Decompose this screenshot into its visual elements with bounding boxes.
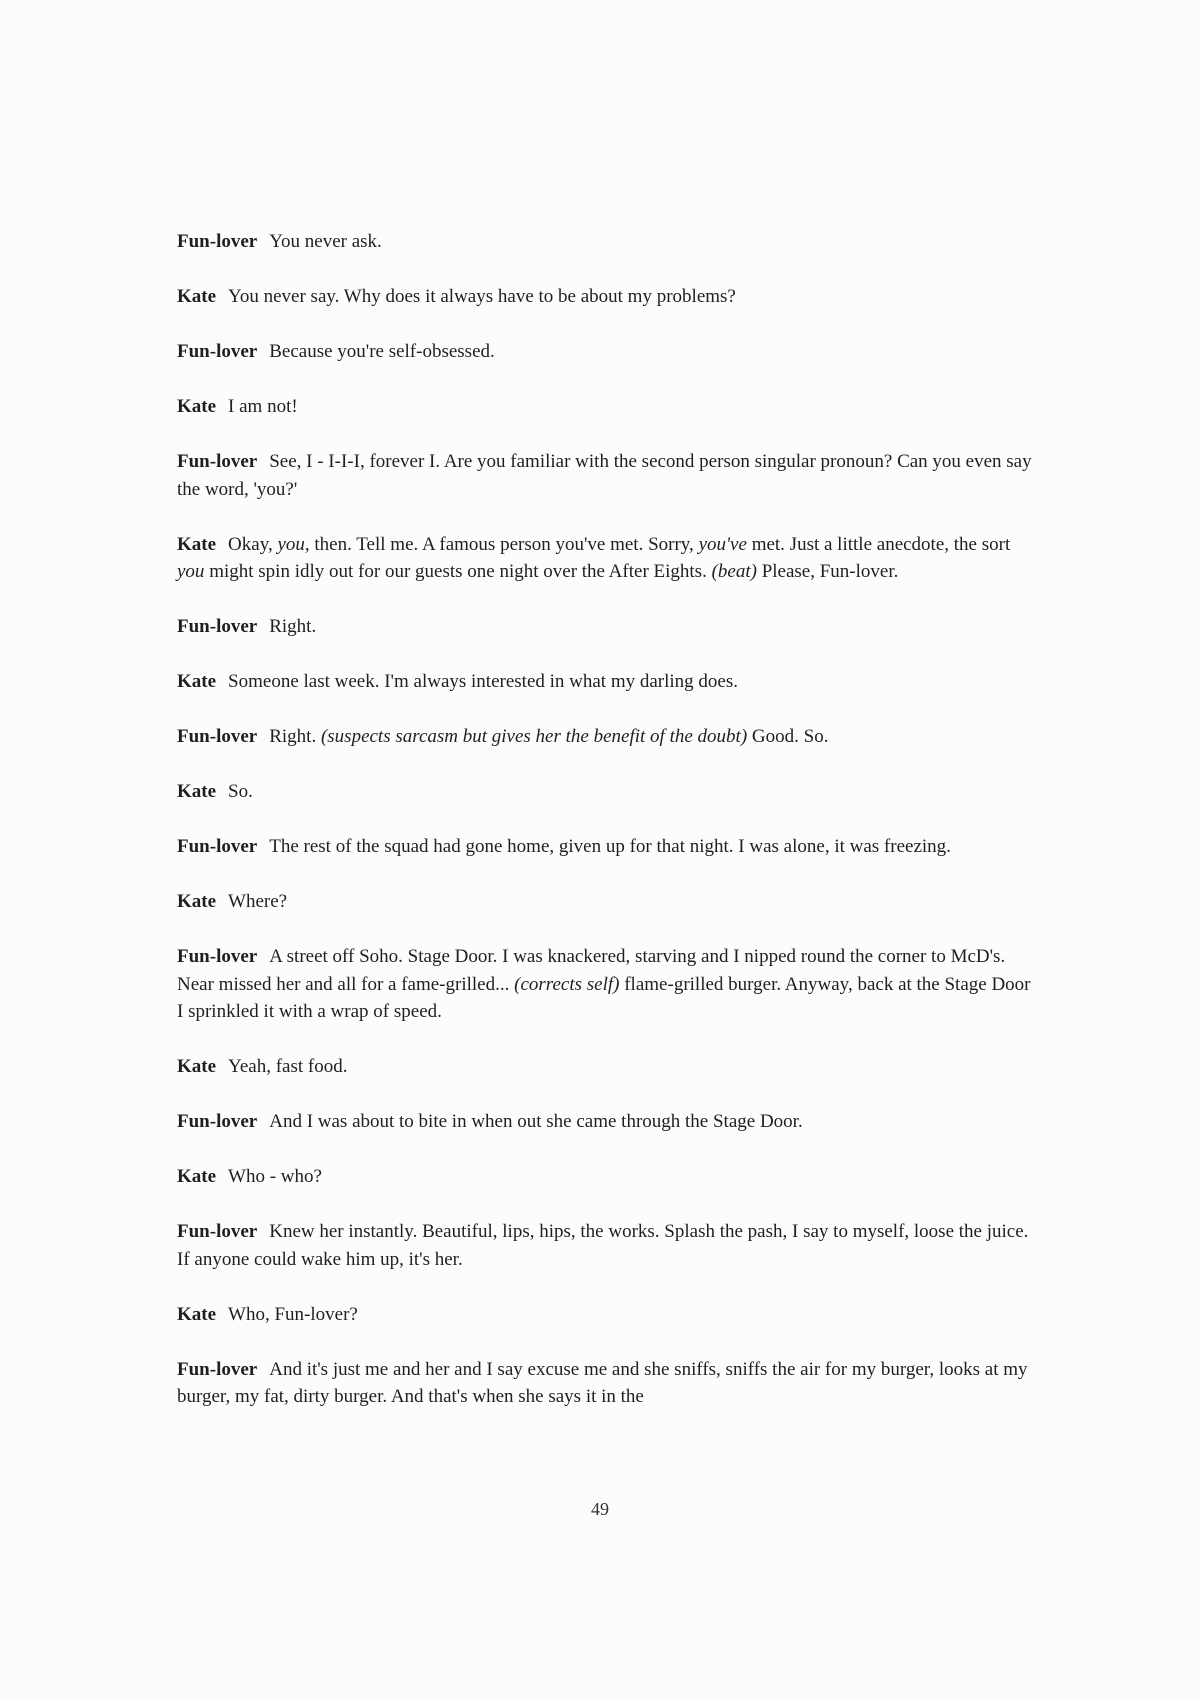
speaker-name: Kate (177, 286, 217, 307)
dialogue-text: I am not! (228, 396, 298, 417)
dialogue-line (177, 283, 1037, 311)
speaker-name: Fun-lover (177, 616, 258, 637)
dialogue-text: flame-grilled burger. Anyway, back at the Stage Door I sprinkled it with a wrap of speed. (177, 973, 1031, 1022)
stage-direction: (corrects self) (514, 973, 620, 995)
dialogue-text: A street off Soho. Stage Door. I was knackered, starving and I nipped round the corner to McD's. Near missed her and all for a fame-grilled... (177, 946, 1006, 995)
speaker-name: Fun-lover (177, 1111, 258, 1132)
speaker-name: Kate (177, 891, 217, 912)
speaker-name: Kate (177, 533, 217, 555)
dialogue-line (177, 943, 1037, 1026)
dialogue-text: met. Just a little anecdote, the sort (746, 533, 1011, 555)
dialogue-line (177, 723, 1037, 751)
dialogue-text: So. (228, 781, 253, 802)
speaker-name: Kate (177, 781, 217, 802)
dialogue-text: might spin idly out for our guests one night over the After Eights. (204, 561, 712, 582)
dialogue-text: See, I - I-I-I, forever I. Are you familiar with the second person singular pronoun? Can you even say the word, 'you?' (177, 451, 1032, 500)
dialogue-text: Yeah, fast food. (228, 1056, 348, 1077)
speaker-name: Fun-lover (177, 1358, 258, 1380)
speaker-name: Fun-lover (177, 726, 258, 747)
stage-direction: you (177, 561, 205, 582)
dialogue-text: Okay, (228, 533, 278, 555)
dialogue-line (177, 833, 1037, 861)
dialogue-line (177, 1218, 1037, 1273)
speaker-name: Fun-lover (177, 231, 258, 252)
dialogue-text: Right. (269, 616, 317, 637)
dialogue-line (177, 613, 1037, 641)
dialogue-text: , then. Tell me. A famous person you've met. Sorry, (304, 533, 699, 555)
speaker-name: Kate (177, 1056, 217, 1077)
dialogue-text: The rest of the squad had gone home, given up for that night. I was alone, it was freezing. (269, 836, 951, 857)
dialogue-text: Good. So. (747, 726, 829, 747)
dialogue-line (177, 393, 1037, 421)
speaker-name: Fun-lover (177, 1221, 258, 1242)
dialogue-line (177, 531, 1037, 586)
dialogue-text: Please, Fun-lover. (756, 561, 899, 582)
stage-direction: you (277, 533, 305, 555)
dialogue-block (177, 228, 1037, 1438)
dialogue-line (177, 1053, 1037, 1081)
dialogue-text: And it's just me and her and I say excuse me and she sniffs, sniffs the air for my burger, looks at my burger, my fat, dirty burger. And that's when she says it in the (177, 1358, 1028, 1407)
stage-direction: you've (698, 533, 747, 555)
stage-direction: (suspects sarcasm but gives her the benefit of the doubt) (320, 726, 748, 747)
speaker-name: Kate (177, 396, 217, 417)
dialogue-line (177, 888, 1037, 916)
dialogue-text: Because you're self-obsessed. (269, 341, 495, 362)
dialogue-line (177, 1163, 1037, 1191)
page-number: 49 (591, 1499, 609, 1519)
dialogue-text: Who, Fun-lover? (228, 1303, 358, 1325)
dialogue-line (177, 1356, 1037, 1411)
dialogue-text: You never ask. (269, 231, 382, 252)
dialogue-text: Who - who? (228, 1166, 322, 1187)
dialogue-line (177, 778, 1037, 806)
speaker-name: Fun-lover (177, 451, 258, 472)
speaker-name: Kate (177, 1303, 217, 1325)
stage-direction: (beat) (711, 561, 757, 582)
dialogue-text: Knew her instantly. Beautiful, lips, hips, the works. Splash the pash, I say to myself, loose the juice. If anyone could wake him up, it's her. (177, 1221, 1029, 1270)
dialogue-text: And I was about to bite in when out she came through the Stage Door. (269, 1111, 803, 1132)
dialogue-line (177, 228, 1037, 256)
dialogue-line (177, 1301, 1037, 1329)
speaker-name: Kate (177, 1166, 217, 1187)
dialogue-text: You never say. Why does it always have to be about my problems? (228, 286, 736, 307)
dialogue-text: Someone last week. I'm always interested in what my darling does. (228, 671, 739, 692)
dialogue-line (177, 448, 1037, 503)
dialogue-text: Where? (228, 891, 288, 912)
dialogue-line (177, 1108, 1037, 1136)
dialogue-text: Right. (269, 726, 321, 747)
dialogue-line (177, 668, 1037, 696)
dialogue-line (177, 338, 1037, 366)
speaker-name: Fun-lover (177, 836, 258, 857)
speaker-name: Kate (177, 671, 217, 692)
speaker-name: Fun-lover (177, 341, 258, 362)
speaker-name: Fun-lover (177, 946, 258, 967)
